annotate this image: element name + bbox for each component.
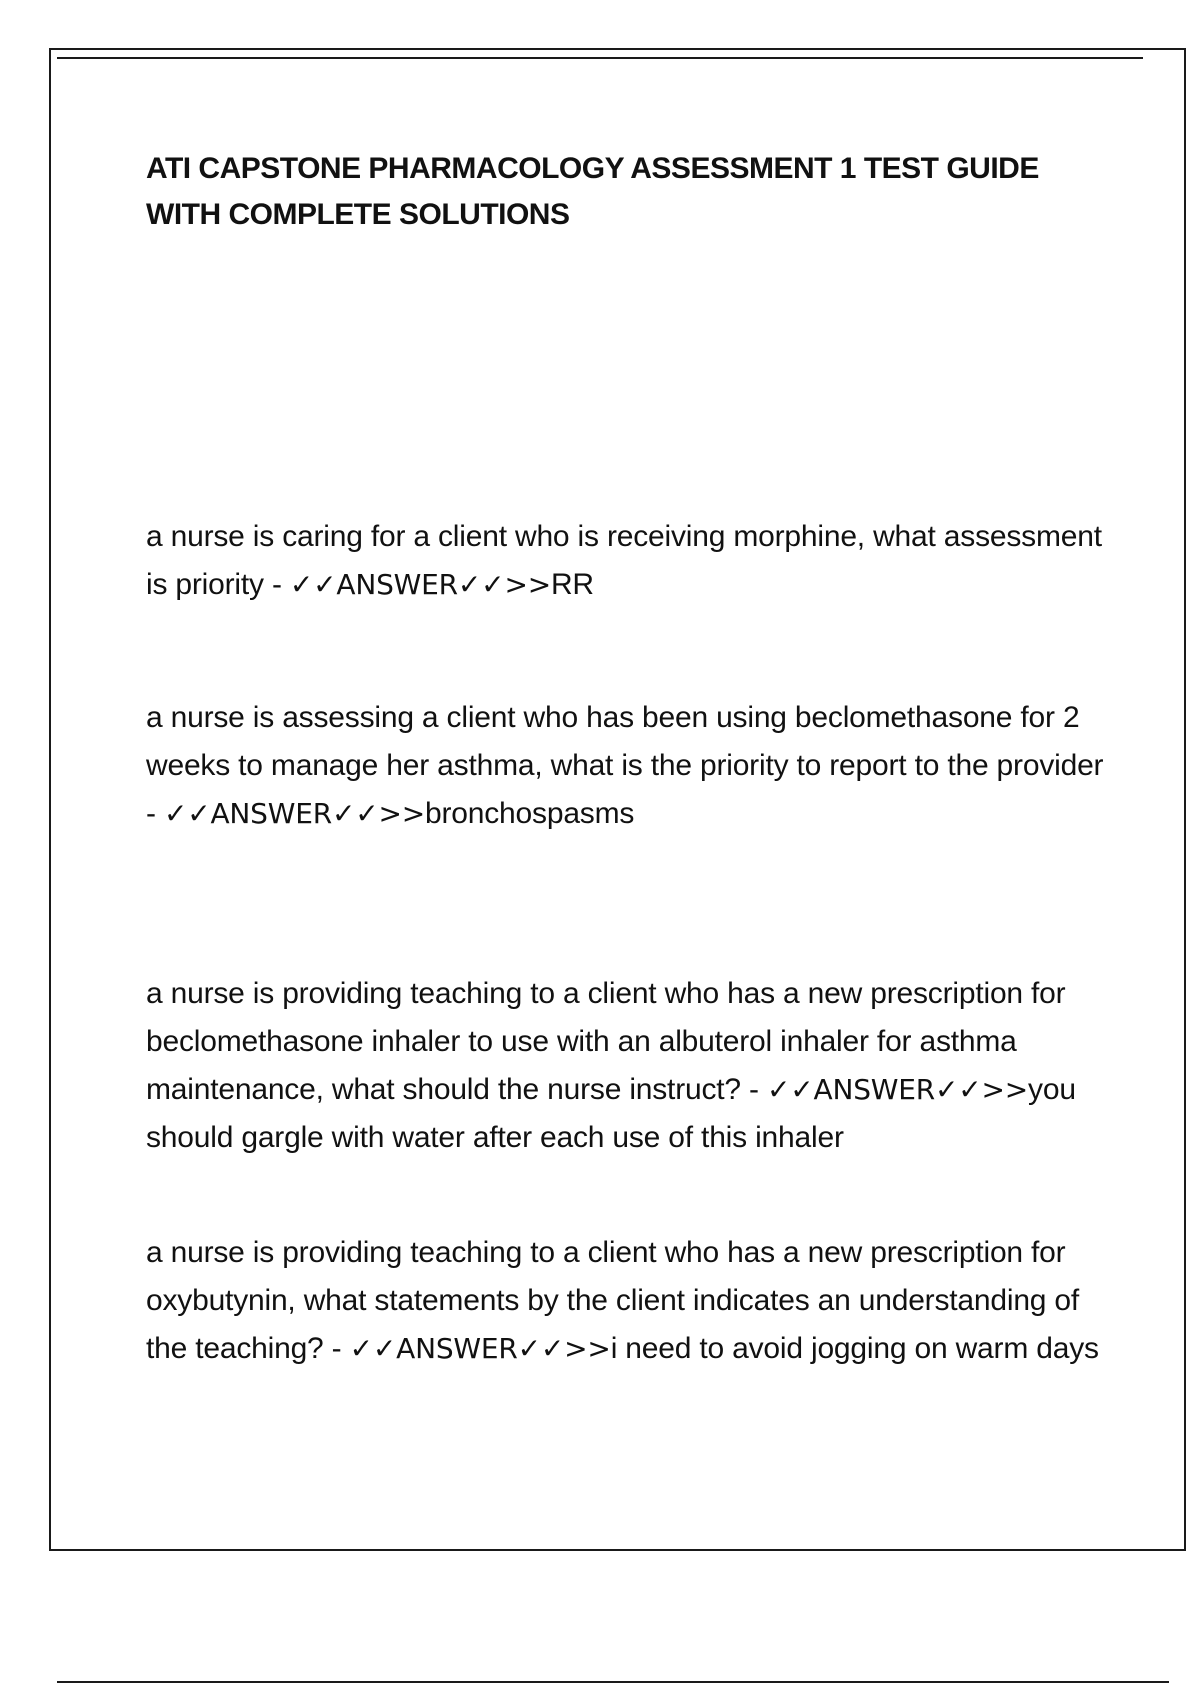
answer-marker: ✓✓ANSWER✓✓>> <box>766 1073 1029 1106</box>
answer-text: you should gargle with water after each use of this inhaler <box>146 1073 1076 1154</box>
answer-marker: ✓✓ANSWER✓✓>> <box>349 1332 611 1365</box>
answer-marker: ✓✓ANSWER✓✓>> <box>163 797 426 830</box>
qa-item <box>146 970 1106 1162</box>
answer-marker: ✓✓ANSWER✓✓>> <box>289 568 551 601</box>
answer-text: i need to avoid jogging on warm days <box>610 1332 1099 1365</box>
question-text: a nurse is providing teaching to a client who has a new prescription for beclomethasone inhaler to use with an albuterol inhaler for asthma maintenance, what should the nurse instruct? - <box>146 977 1066 1106</box>
header-rule <box>57 57 1143 59</box>
question-text: a nurse is providing teaching to a client who has a new prescription for oxybutynin, what statements by the client indicates an understanding of the teaching? - <box>146 1236 1080 1365</box>
document-title: ATI CAPSTONE PHARMACOLOGY ASSESSMENT 1 TEST GUIDE WITH COMPLETE SOLUTIONS <box>146 152 1039 231</box>
qa-item <box>146 513 1106 609</box>
qa-item <box>146 694 1106 838</box>
footer-rule <box>57 1681 1169 1683</box>
answer-text: bronchospasms <box>425 797 635 830</box>
question-text: a nurse is assessing a client who has been using beclomethasone for 2 weeks to manage her asthma, what is the priority to report to the provider - <box>146 701 1104 830</box>
question-text: a nurse is caring for a client who is receiving morphine, what assessment is priority - <box>146 520 1102 601</box>
qa-item <box>146 1229 1106 1373</box>
answer-text: RR <box>550 568 594 601</box>
